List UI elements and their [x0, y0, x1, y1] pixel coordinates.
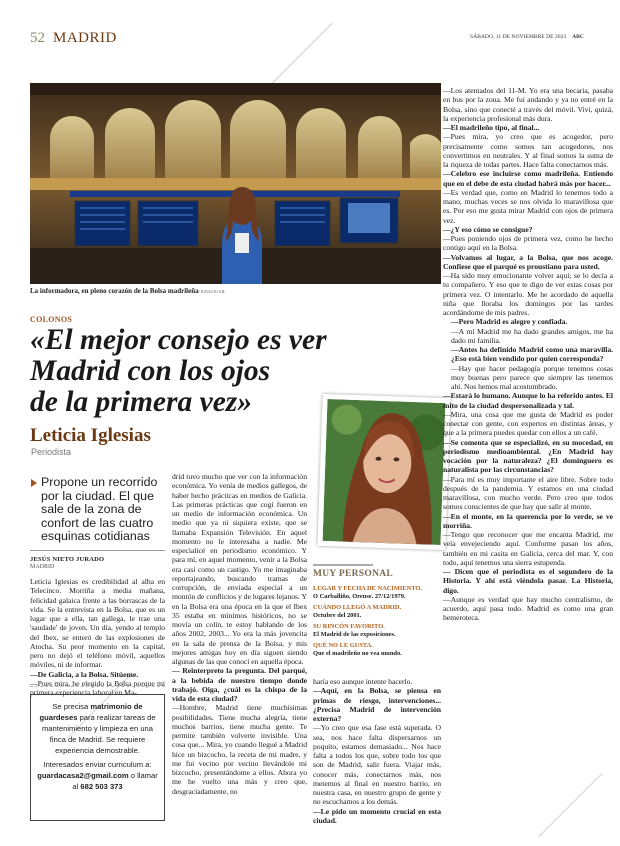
paragraph: Leticia Iglesias es credibilidad al alba en Telecinco. Morriña a media mañana, felicidad galaica frente a las borrascas de la vida. Se la entrevista en la Bolsa, que es un lugar que a ella, tan gallega, le trae una 'saudade' de joven. Un día, yendo al templo del Ibex, se enteró de las explosiones de Atocha. Su peor momento en la capital, pero no dejó el teléfono móvil, aquellos móviles, ni de informar. — [30, 577, 165, 670]
ad-phone: 682 503 373 — [80, 782, 123, 791]
paragraph: —Hay que hacer pedagogía porque tenemos cosas muy buenas pero parece que siempre las tenemos ahí. Nos hemos mal acostumbrado. — [451, 363, 613, 391]
body-column-1 — [30, 577, 165, 697]
headline-line: Madrid con los ojos — [30, 355, 271, 387]
fact-value: El Madrid de las exposiciones. — [313, 631, 396, 638]
paragraph: —A mí Madrid me ha dado grandes amigos, me ha dado mi familia. — [451, 326, 613, 345]
page-number: 52 — [30, 30, 45, 46]
date: SÁBADO, 11 DE NOVIEMBRE DE 2023 — [470, 34, 567, 40]
ad-highlight: matrimonio de guardeses — [39, 702, 143, 722]
fact-value: O Carballiño, Orense. 27/12/1979. — [313, 593, 406, 600]
question: — Reinterpreto la pregunta. Del parqué, a la bebida de nuestro tiempo donde trabajó. Oiga, ¿cuál es la chispa de la vida de esta ciudad? — [172, 666, 307, 703]
photo-credit: / IGNACIO GIL — [198, 289, 226, 294]
lead-text: Propone un recorrido por la ciudad. El que sale de la zona de confort de las cuatro esquinas cotidianas — [41, 475, 158, 544]
body-column-4 — [443, 86, 613, 623]
paragraph: —Hombre, Madrid tiene muchísimas posibilidades. Tiene mucha alegría, tiene muchos barrios, tiene mucha gente. Te permite también volverte invisible. Una cosa que... Mira, yo cuando llegué a Madrid hice un bizcocho, la receta de mi madre, y me fui vecino por vecino llevándole mi bizcocho, presentándome a ellos. Ahora yo me he vuelto una más y creo que, desgraciadamente, no — [172, 703, 307, 796]
interviewee-name: Leticia Iglesias — [30, 425, 151, 446]
paragraph: —Los atentados del 11-M. Yo era una becaria, pasaba en bus por la zona. Me fui andando y ya no entré en la Bolsa, sino que conecté a través del móvil. Viví, quizá, la experiencia profesional más dura. — [443, 86, 613, 123]
question: —Le pido un momento crucial en esta ciudad. — [313, 806, 441, 825]
question: — Dicen que el periodista es el segundero de la Historia. Y ahí está viéndola pasar. La Historia, digo. — [443, 567, 613, 595]
paragraph: —Tengo que reconocer que me encanta Madrid, me veía envejeciendo aquí. Conforme pasan los años, también en mi casita en Galicia, cerca del mar. Y, con todo, aquí tenemos una sierra estupenda. — [443, 530, 613, 567]
muy-personal-box — [313, 582, 441, 658]
classified-ad — [30, 694, 165, 821]
question: —Pero Madrid es alegre y confiada. — [451, 317, 568, 327]
ad-email: guardacasa2@gmail.com — [37, 771, 129, 780]
caption-text: La informadora, en pleno corazón de la Bolsa madrileña — [30, 287, 199, 295]
body-column-2 — [172, 472, 307, 796]
question: —Aquí, en la Bolsa, se piensa en primas de riesgo, intervenciones... ¿Precisa Madrid de intervención externa? — [313, 686, 441, 723]
article-lead — [30, 476, 167, 544]
stock-exchange-photo — [30, 83, 441, 284]
fact-label: CUÁNDO LLEGÓ A MADRID. — [313, 604, 402, 611]
watermark-line — [268, 23, 332, 87]
question: —En el monte, en la querencia por lo verde, se ve morriña. — [443, 511, 613, 530]
paragraph: —Ha sido muy emocionante volver aquí; se lo decía a tu compañero. Y eso que te digo de ver estas cosas por primera vez. O intentarlo. Me he acordado de aquella niña que lloraba los domingos por las tardes acordándome de mis padres. — [443, 271, 613, 317]
ad-text: o llamar al — [72, 771, 158, 791]
paragraph: —Pues mira, yo creo que es acogedor, pero precisamente como somos tan acogedores, nos convertimos en neutrales. Y al final somos la suma de la riqueza de todas partes. Hace falta conectarnos más. — [443, 132, 613, 169]
headline-line: «El mejor consejo es ver — [30, 324, 327, 356]
paragraph: —Es verdad que, como en Madrid lo tenemos todo a mano, muchas veces se nos olvida lo maravillosa que es. Por eso me gusta mirar Madrid con ojos de primera vez. — [443, 187, 613, 225]
question: —Celebro ese incluirse como madrileña. Entiendo que en el debe de esta ciudad habrá más por hacer... — [443, 169, 613, 188]
ad-text: para realizar tareas de mantenimiento y limpieza en una finca de Madrid. Se requiere experiencia demostrable. — [41, 713, 156, 755]
section-kicker: COLONOS — [30, 315, 73, 324]
paragraph: —Yo creo que esa fase está superada. O sea, nos hace falta dispersarnos un poquito, estamos demasiado... Nos hace falta a todos los que, sobre todo los que son de Madrid, salir fuera. Viajar más, conocer más, conectarnos más, nos metemos al final en nuestro barrio, en nuestra casa, en nuestro grupo de gente y no escuchamos a los demás. — [313, 723, 441, 807]
paragraph: —Aunque es verdad que hay mucho centralismo, de acuerdo, aquí pasa todo. Madrid es como una gran hemeroteca. — [443, 594, 613, 623]
watermark-line — [538, 773, 602, 837]
paragraph: haría eso aunque intente hacerlo. — [313, 677, 413, 686]
paragraph: —Pues poniendo ojos de primera vez, como he hecho contigo aquí en la Bolsa. — [443, 234, 613, 253]
photo-caption — [30, 287, 225, 295]
paragraph: —Mira, una cosa que me gusta de Madrid es poder conectar con gente, con expertos en distintas áreas, y que a la primera puedes quedar con ellos a un café. — [443, 409, 613, 438]
divider — [313, 564, 373, 566]
section-title: MADRID — [53, 30, 117, 46]
bullet-triangle-icon — [31, 479, 37, 487]
fact-label: LUGAR Y FECHA DE NACIMIENTO. — [313, 585, 422, 592]
dateline — [470, 34, 584, 40]
paragraph: —Pues mira, he elegido la Bolsa porque mi primera experiencia laboral en Ma- — [30, 678, 165, 697]
divider — [30, 550, 165, 551]
ad-text: Interesados enviar curriculum a: — [43, 760, 152, 769]
question: —Estará lo humano. Aunque lo ha referido antes. El mito de la ciudad despersonalizada y tal. — [443, 391, 613, 410]
portrait-photo — [317, 394, 450, 550]
fact-value: Que el madrileño no vea mundo. — [313, 650, 402, 657]
paragraph: drid tuvo mucho que ver con la información económica. Yo venía de medios gallegos, de haber hecho prácticas en medios de Galicia. Las primeras prácticas que cogí fueron en un medio de información económica. Un medio que ya ni siquiera existe, que se llamaba Expansión Televisión. En aquel momento no le interesaba a nadie. Me especialicé en periodismo económico. Y para mí, en aquel momento, venir a la Bolsa era casi como un castigo. Yo me imaginaba reportajeando, buscando tramas de corrupción, de enviada especial a un montón de conflictos y de lugares lejanos. Y en la Bolsa era una época en la que el Ibex 35 estaba en mínimos históricos, no se movía un colín, te estoy hablando de los años 2002, 2003... Yo era la más jovencita en la sala de prensa de la Bolsa, y mis mejores amigas hoy en día siguen siendo algunas de las que conocí en aquella época. — [172, 472, 307, 666]
ad-text: Se precisa — [52, 702, 91, 711]
question: —El madrileño tipo, al final... — [443, 123, 540, 132]
dateline-place: MADRID — [30, 564, 55, 570]
brand: ABC — [572, 34, 584, 40]
headline-line: de la primera vez» — [30, 386, 253, 418]
muy-personal-title: MUY PERSONAL — [313, 569, 394, 579]
question: —Se comenta que se especializó, en su mocedad, en periodismo medioambiental. ¿En Madrid hay vocación por la naturaleza? ¿El dominguero es naturalista por las circunstancias? — [443, 437, 613, 475]
question: —Volvamos al lugar, a la Bolsa, que nos acoge. Confiese que el parqué es proustiano para usted. — [443, 252, 613, 271]
paragraph: —Para mí es muy importante el aire libre. Sobre todo después de la pandemia. Y estamos en una ciudad maravillosa, con mucho verde. Pero creo que todos somos conscientes de que hay que salir al monte. — [443, 474, 613, 512]
fact-label: SU RINCÓN FAVORITO. — [313, 623, 385, 630]
divider — [30, 686, 165, 687]
question: —De Galicia, a la Bolsa. Sitúeme. — [30, 669, 139, 679]
body-column-3 — [313, 677, 441, 825]
fact-value: Octubre del 2001. — [313, 612, 362, 619]
interviewee-role: Periodista — [31, 447, 72, 457]
fact-label: QUÉ NO LE GUSTA. — [313, 642, 373, 649]
author-byline: JESÚS NIETO JURADO — [30, 556, 105, 563]
question: —¿Y eso cómo se consigue? — [443, 224, 533, 234]
question: —Antes ha definido Madrid como una maravilla. ¿Eso está bien vendido por quien corresponda? — [451, 345, 613, 364]
